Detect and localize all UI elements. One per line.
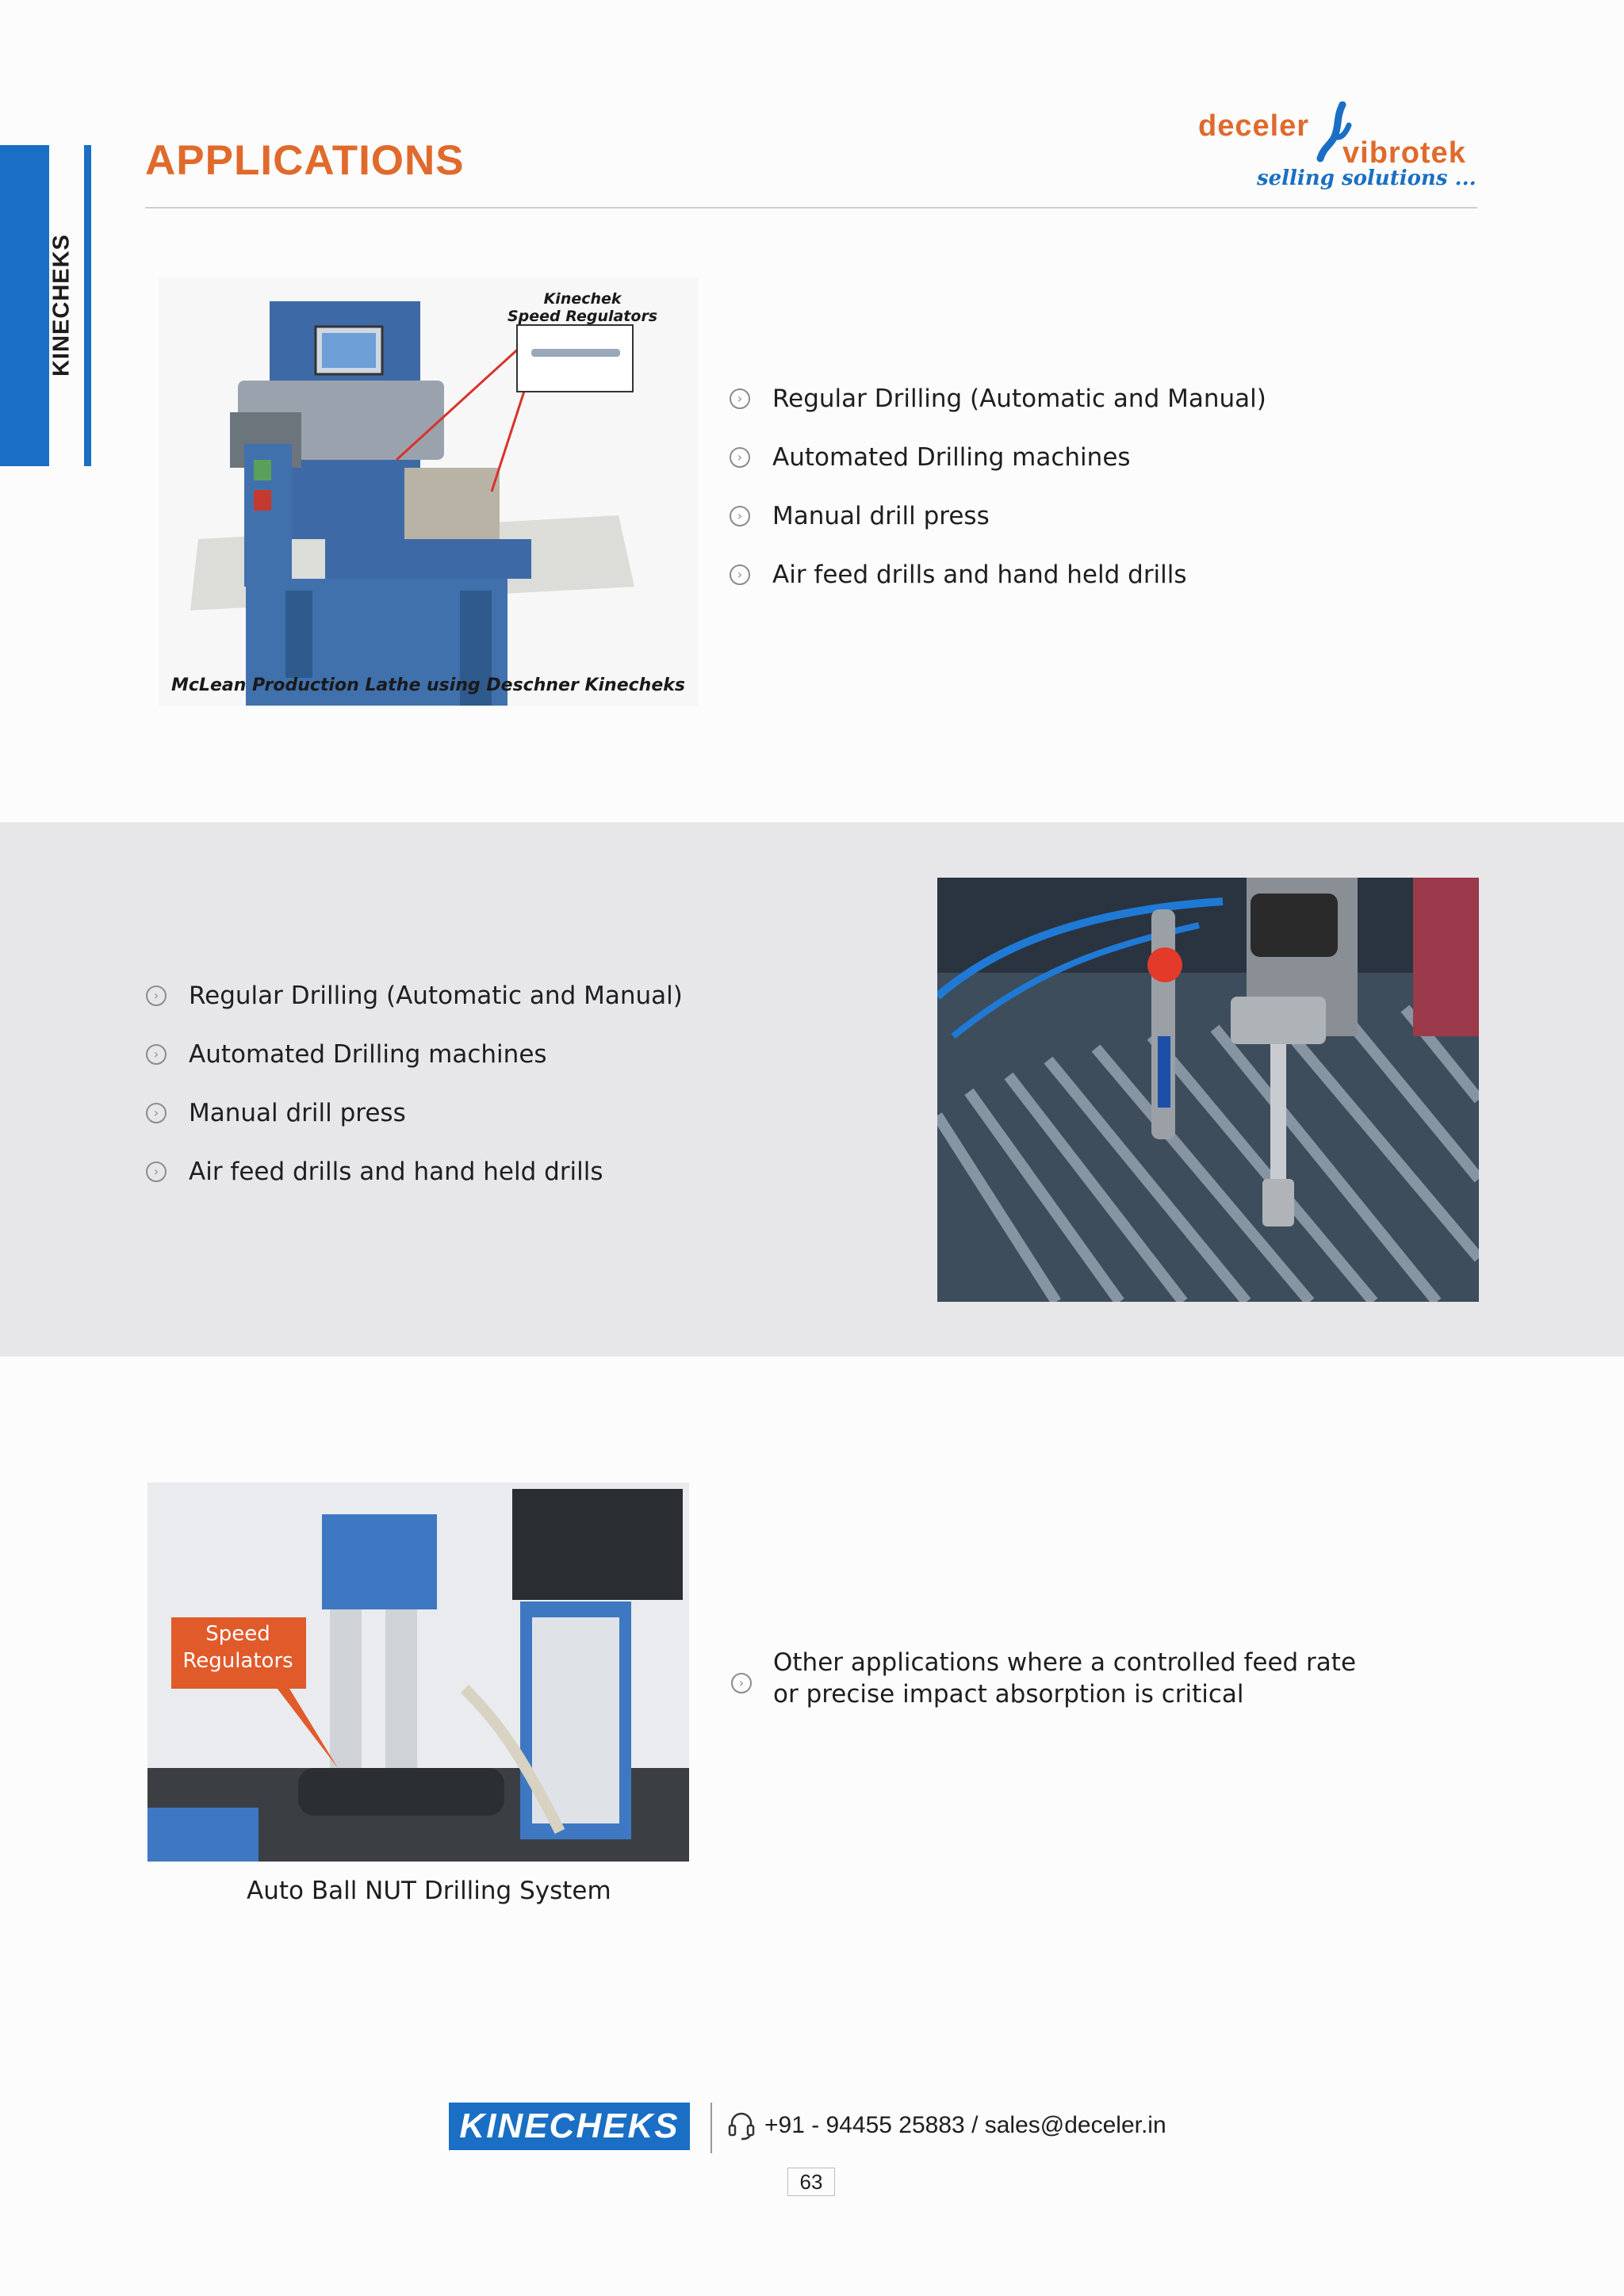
page-title: APPLICATIONS [145,137,465,184]
logo-tagline: selling solutions ... [1257,166,1477,190]
chevron-right-icon: › [730,564,750,585]
application-list-1 [730,369,1266,604]
logo-word-deceler: deceler [1198,109,1310,143]
chevron-right-icon: › [146,1161,167,1182]
other-applications-text: Other applications where a controlled feed rate or precise impact absorption is critical [773,1648,1357,1709]
sidebar-tab [0,145,49,466]
footer-contact [728,2110,1166,2141]
sidebar-rule [84,145,91,466]
list-item: › Manual drill press [146,1084,683,1142]
sidebar-section-label: KINECHEKS [48,234,75,377]
list-item: › Automated Drilling machines [730,428,1266,487]
list-item: › Air feed drills and hand held drills [146,1142,683,1201]
page-number: 63 [787,2168,835,2196]
list-item: › Air feed drills and hand held drills [730,545,1266,604]
drill-photo [937,878,1479,1302]
footer-brand-text: KINECHEKS [459,2107,680,2145]
speed-regulators-label: Speed Regulators [182,1622,293,1673]
chevron-right-icon: › [730,447,750,468]
logo-word-vibrotek: vibrotek [1342,136,1466,170]
lathe-illustration [159,277,698,706]
chevron-right-icon: › [146,1103,167,1123]
headset-icon [728,2110,755,2141]
list-item: › Regular Drilling (Automatic and Manual) [730,369,1266,428]
chevron-right-icon: › [731,1673,752,1693]
chevron-right-icon: › [146,1044,167,1065]
footer-divider [710,2103,712,2153]
chevron-right-icon: › [146,985,167,1006]
footer-brand-logo [449,2103,690,2150]
application-list-2 [146,966,683,1201]
lathe-image-caption: McLean Production Lathe using Deschner Kinecheks [171,675,685,695]
footer-contact-text: +91 - 94455 25883 / sales@deceler.in [764,2112,1166,2138]
company-logo [1193,101,1479,205]
list-item: › Manual drill press [730,487,1266,545]
header-divider [145,207,1477,209]
chevron-right-icon: › [730,506,750,526]
lathe-image-annotation: Kinechek Speed Regulators [508,290,658,325]
list-item: › Regular Drilling (Automatic and Manual) [146,966,683,1025]
drill-photo-illustration [937,878,1479,1302]
ball-nut-image-caption: Auto Ball NUT Drilling System [247,1877,611,1905]
chevron-right-icon: › [730,388,750,409]
list-item: › Automated Drilling machines [146,1025,683,1084]
lathe-machine-image [159,277,698,706]
